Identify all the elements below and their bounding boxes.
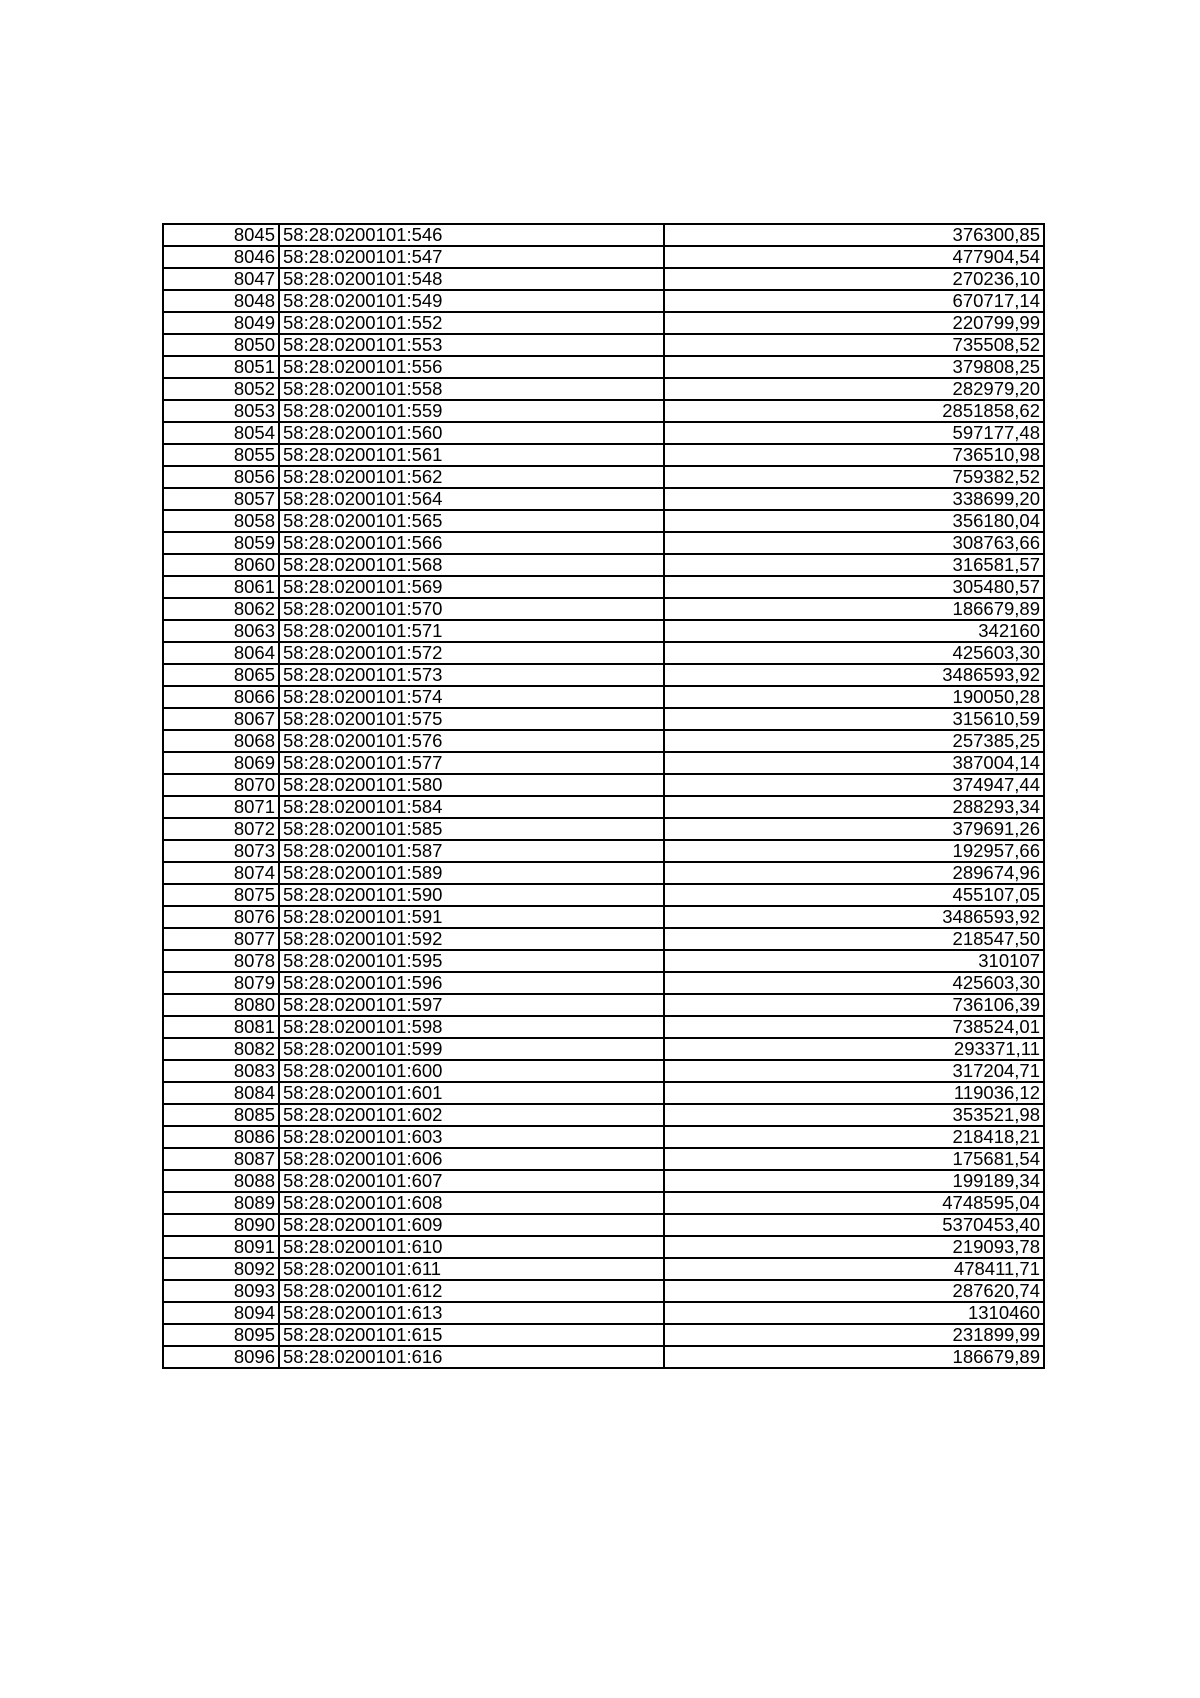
table-row	[163, 576, 1044, 598]
row-number-cell: 8084	[163, 1082, 279, 1104]
cadastral-value-cell: 218418,21	[664, 1126, 1044, 1148]
table-row	[163, 1126, 1044, 1148]
cadastral-number-cell: 58:28:0200101:572	[279, 642, 664, 664]
cadastral-number-cell: 58:28:0200101:580	[279, 774, 664, 796]
cadastral-value-cell: 257385,25	[664, 730, 1044, 752]
cadastral-value-cell: 425603,30	[664, 642, 1044, 664]
row-number-cell: 8091	[163, 1236, 279, 1258]
table-row	[163, 554, 1044, 576]
cadastral-number-cell: 58:28:0200101:608	[279, 1192, 664, 1214]
row-number-cell: 8075	[163, 884, 279, 906]
table-row	[163, 1082, 1044, 1104]
table-row	[163, 1258, 1044, 1280]
cadastral-number-cell: 58:28:0200101:610	[279, 1236, 664, 1258]
cadastral-number-cell: 58:28:0200101:592	[279, 928, 664, 950]
table-row	[163, 1016, 1044, 1038]
table-row	[163, 774, 1044, 796]
cadastral-number-cell: 58:28:0200101:549	[279, 290, 664, 312]
table-row	[163, 906, 1044, 928]
cadastral-value-cell: 342160	[664, 620, 1044, 642]
cadastral-number-cell: 58:28:0200101:616	[279, 1346, 664, 1368]
cadastral-number-cell: 58:28:0200101:560	[279, 422, 664, 444]
table-row	[163, 488, 1044, 510]
cadastral-value-cell: 759382,52	[664, 466, 1044, 488]
row-number-cell: 8073	[163, 840, 279, 862]
table-row	[163, 246, 1044, 268]
cadastral-value-cell: 736106,39	[664, 994, 1044, 1016]
table-row	[163, 862, 1044, 884]
row-number-cell: 8060	[163, 554, 279, 576]
cadastral-value-cell: 192957,66	[664, 840, 1044, 862]
cadastral-value-cell: 282979,20	[664, 378, 1044, 400]
cadastral-value-cell: 387004,14	[664, 752, 1044, 774]
cadastral-value-cell: 477904,54	[664, 246, 1044, 268]
cadastral-value-cell: 186679,89	[664, 598, 1044, 620]
cadastral-value-cell: 4748595,04	[664, 1192, 1044, 1214]
row-number-cell: 8095	[163, 1324, 279, 1346]
row-number-cell: 8046	[163, 246, 279, 268]
table-row	[163, 1060, 1044, 1082]
cadastral-value-cell: 119036,12	[664, 1082, 1044, 1104]
table-row	[163, 1324, 1044, 1346]
table-row	[163, 532, 1044, 554]
row-number-cell: 8070	[163, 774, 279, 796]
table-row	[163, 378, 1044, 400]
table-body	[163, 224, 1044, 1368]
cadastral-value-cell: 353521,98	[664, 1104, 1044, 1126]
row-number-cell: 8058	[163, 510, 279, 532]
table-row	[163, 1170, 1044, 1192]
cadastral-value-cell: 338699,20	[664, 488, 1044, 510]
cadastral-value-cell: 305480,57	[664, 576, 1044, 598]
table-row	[163, 1346, 1044, 1368]
row-number-cell: 8066	[163, 686, 279, 708]
cadastral-value-cell: 376300,85	[664, 224, 1044, 246]
cadastral-number-cell: 58:28:0200101:590	[279, 884, 664, 906]
cadastral-value-cell: 455107,05	[664, 884, 1044, 906]
cadastral-value-cell: 379691,26	[664, 818, 1044, 840]
cadastral-number-cell: 58:28:0200101:599	[279, 1038, 664, 1060]
table-row	[163, 422, 1044, 444]
cadastral-number-cell: 58:28:0200101:611	[279, 1258, 664, 1280]
row-number-cell: 8068	[163, 730, 279, 752]
row-number-cell: 8045	[163, 224, 279, 246]
table-row	[163, 994, 1044, 1016]
row-number-cell: 8055	[163, 444, 279, 466]
cadastral-value-cell: 219093,78	[664, 1236, 1044, 1258]
cadastral-value-cell: 425603,30	[664, 972, 1044, 994]
cadastral-value-cell: 175681,54	[664, 1148, 1044, 1170]
row-number-cell: 8057	[163, 488, 279, 510]
table-row	[163, 972, 1044, 994]
cadastral-value-cell: 190050,28	[664, 686, 1044, 708]
cadastral-value-cell: 316581,57	[664, 554, 1044, 576]
table-row	[163, 268, 1044, 290]
cadastral-number-cell: 58:28:0200101:612	[279, 1280, 664, 1302]
table-row	[163, 1280, 1044, 1302]
cadastral-number-cell: 58:28:0200101:562	[279, 466, 664, 488]
table-row	[163, 1038, 1044, 1060]
cadastral-number-cell: 58:28:0200101:587	[279, 840, 664, 862]
cadastral-number-cell: 58:28:0200101:546	[279, 224, 664, 246]
cadastral-number-cell: 58:28:0200101:591	[279, 906, 664, 928]
cadastral-number-cell: 58:28:0200101:596	[279, 972, 664, 994]
row-number-cell: 8079	[163, 972, 279, 994]
cadastral-value-cell: 289674,96	[664, 862, 1044, 884]
row-number-cell: 8088	[163, 1170, 279, 1192]
table-row	[163, 818, 1044, 840]
row-number-cell: 8086	[163, 1126, 279, 1148]
cadastral-number-cell: 58:28:0200101:597	[279, 994, 664, 1016]
table-row	[163, 1302, 1044, 1324]
row-number-cell: 8048	[163, 290, 279, 312]
document-page	[162, 223, 1045, 1369]
cadastral-number-cell: 58:28:0200101:548	[279, 268, 664, 290]
table-row	[163, 642, 1044, 664]
cadastral-value-cell: 186679,89	[664, 1346, 1044, 1368]
cadastral-number-cell: 58:28:0200101:601	[279, 1082, 664, 1104]
cadastral-number-cell: 58:28:0200101:547	[279, 246, 664, 268]
cadastral-value-cell: 1310460	[664, 1302, 1044, 1324]
cadastral-value-cell: 478411,71	[664, 1258, 1044, 1280]
row-number-cell: 8050	[163, 334, 279, 356]
row-number-cell: 8096	[163, 1346, 279, 1368]
row-number-cell: 8063	[163, 620, 279, 642]
cadastral-value-cell: 374947,44	[664, 774, 1044, 796]
row-number-cell: 8093	[163, 1280, 279, 1302]
cadastral-value-cell: 293371,11	[664, 1038, 1044, 1060]
cadastral-number-cell: 58:28:0200101:598	[279, 1016, 664, 1038]
cadastral-number-cell: 58:28:0200101:574	[279, 686, 664, 708]
table-row	[163, 598, 1044, 620]
table-row	[163, 686, 1044, 708]
cadastral-number-cell: 58:28:0200101:589	[279, 862, 664, 884]
row-number-cell: 8094	[163, 1302, 279, 1324]
cadastral-number-cell: 58:28:0200101:559	[279, 400, 664, 422]
table-row	[163, 334, 1044, 356]
cadastral-value-cell: 310107	[664, 950, 1044, 972]
cadastral-number-cell: 58:28:0200101:570	[279, 598, 664, 620]
row-number-cell: 8081	[163, 1016, 279, 1038]
row-number-cell: 8059	[163, 532, 279, 554]
table-row	[163, 466, 1044, 488]
table-row	[163, 1148, 1044, 1170]
cadastral-value-cell: 2851858,62	[664, 400, 1044, 422]
cadastral-value-table	[162, 223, 1045, 1369]
cadastral-value-cell: 287620,74	[664, 1280, 1044, 1302]
row-number-cell: 8047	[163, 268, 279, 290]
cadastral-value-cell: 735508,52	[664, 334, 1044, 356]
cadastral-value-cell: 317204,71	[664, 1060, 1044, 1082]
cadastral-value-cell: 218547,50	[664, 928, 1044, 950]
table-row	[163, 708, 1044, 730]
cadastral-value-cell: 597177,48	[664, 422, 1044, 444]
cadastral-value-cell: 356180,04	[664, 510, 1044, 532]
row-number-cell: 8054	[163, 422, 279, 444]
cadastral-number-cell: 58:28:0200101:576	[279, 730, 664, 752]
row-number-cell: 8082	[163, 1038, 279, 1060]
cadastral-value-cell: 220799,99	[664, 312, 1044, 334]
row-number-cell: 8083	[163, 1060, 279, 1082]
cadastral-number-cell: 58:28:0200101:615	[279, 1324, 664, 1346]
cadastral-value-cell: 270236,10	[664, 268, 1044, 290]
table-row	[163, 444, 1044, 466]
table-row	[163, 796, 1044, 818]
cadastral-value-cell: 736510,98	[664, 444, 1044, 466]
cadastral-number-cell: 58:28:0200101:571	[279, 620, 664, 642]
cadastral-number-cell: 58:28:0200101:568	[279, 554, 664, 576]
table-row	[163, 664, 1044, 686]
table-row	[163, 1236, 1044, 1258]
table-row	[163, 224, 1044, 246]
cadastral-number-cell: 58:28:0200101:607	[279, 1170, 664, 1192]
cadastral-value-cell: 315610,59	[664, 708, 1044, 730]
table-row	[163, 290, 1044, 312]
table-row	[163, 356, 1044, 378]
table-row	[163, 1192, 1044, 1214]
cadastral-value-cell: 670717,14	[664, 290, 1044, 312]
table-row	[163, 1214, 1044, 1236]
cadastral-number-cell: 58:28:0200101:556	[279, 356, 664, 378]
row-number-cell: 8061	[163, 576, 279, 598]
cadastral-number-cell: 58:28:0200101:575	[279, 708, 664, 730]
cadastral-number-cell: 58:28:0200101:573	[279, 664, 664, 686]
cadastral-value-cell: 288293,34	[664, 796, 1044, 818]
row-number-cell: 8074	[163, 862, 279, 884]
row-number-cell: 8080	[163, 994, 279, 1016]
cadastral-number-cell: 58:28:0200101:584	[279, 796, 664, 818]
row-number-cell: 8069	[163, 752, 279, 774]
table-row	[163, 400, 1044, 422]
cadastral-number-cell: 58:28:0200101:609	[279, 1214, 664, 1236]
cadastral-number-cell: 58:28:0200101:613	[279, 1302, 664, 1324]
cadastral-number-cell: 58:28:0200101:603	[279, 1126, 664, 1148]
row-number-cell: 8062	[163, 598, 279, 620]
cadastral-number-cell: 58:28:0200101:577	[279, 752, 664, 774]
row-number-cell: 8051	[163, 356, 279, 378]
cadastral-number-cell: 58:28:0200101:558	[279, 378, 664, 400]
cadastral-value-cell: 5370453,40	[664, 1214, 1044, 1236]
row-number-cell: 8078	[163, 950, 279, 972]
cadastral-value-cell: 738524,01	[664, 1016, 1044, 1038]
row-number-cell: 8085	[163, 1104, 279, 1126]
row-number-cell: 8065	[163, 664, 279, 686]
table-row	[163, 730, 1044, 752]
cadastral-number-cell: 58:28:0200101:553	[279, 334, 664, 356]
cadastral-value-cell: 3486593,92	[664, 664, 1044, 686]
cadastral-number-cell: 58:28:0200101:585	[279, 818, 664, 840]
cadastral-value-cell: 199189,34	[664, 1170, 1044, 1192]
cadastral-number-cell: 58:28:0200101:552	[279, 312, 664, 334]
cadastral-value-cell: 3486593,92	[664, 906, 1044, 928]
row-number-cell: 8052	[163, 378, 279, 400]
row-number-cell: 8090	[163, 1214, 279, 1236]
cadastral-value-cell: 308763,66	[664, 532, 1044, 554]
cadastral-value-cell: 379808,25	[664, 356, 1044, 378]
table-row	[163, 510, 1044, 532]
row-number-cell: 8064	[163, 642, 279, 664]
row-number-cell: 8067	[163, 708, 279, 730]
cadastral-value-cell: 231899,99	[664, 1324, 1044, 1346]
row-number-cell: 8076	[163, 906, 279, 928]
cadastral-number-cell: 58:28:0200101:566	[279, 532, 664, 554]
row-number-cell: 8089	[163, 1192, 279, 1214]
row-number-cell: 8092	[163, 1258, 279, 1280]
table-row	[163, 312, 1044, 334]
row-number-cell: 8053	[163, 400, 279, 422]
cadastral-number-cell: 58:28:0200101:561	[279, 444, 664, 466]
row-number-cell: 8056	[163, 466, 279, 488]
table-row	[163, 752, 1044, 774]
table-row	[163, 884, 1044, 906]
cadastral-number-cell: 58:28:0200101:564	[279, 488, 664, 510]
table-row	[163, 620, 1044, 642]
row-number-cell: 8049	[163, 312, 279, 334]
table-row	[163, 950, 1044, 972]
row-number-cell: 8071	[163, 796, 279, 818]
table-row	[163, 840, 1044, 862]
cadastral-number-cell: 58:28:0200101:569	[279, 576, 664, 598]
row-number-cell: 8072	[163, 818, 279, 840]
cadastral-number-cell: 58:28:0200101:595	[279, 950, 664, 972]
table-row	[163, 1104, 1044, 1126]
table-row	[163, 928, 1044, 950]
cadastral-number-cell: 58:28:0200101:565	[279, 510, 664, 532]
cadastral-number-cell: 58:28:0200101:600	[279, 1060, 664, 1082]
row-number-cell: 8087	[163, 1148, 279, 1170]
cadastral-number-cell: 58:28:0200101:602	[279, 1104, 664, 1126]
cadastral-number-cell: 58:28:0200101:606	[279, 1148, 664, 1170]
row-number-cell: 8077	[163, 928, 279, 950]
